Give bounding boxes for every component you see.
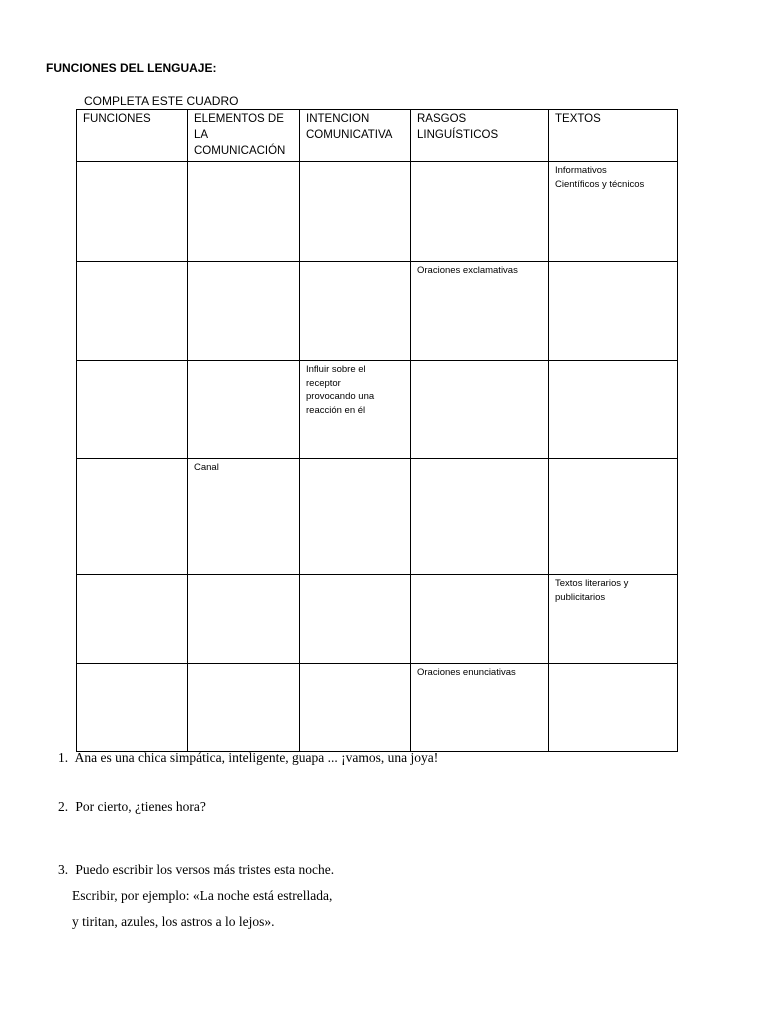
table-cell[interactable]	[77, 459, 188, 575]
table-cell[interactable]	[77, 262, 188, 361]
example-item	[58, 745, 438, 771]
table-cell[interactable]	[300, 262, 411, 361]
table-cell[interactable]	[188, 664, 300, 752]
header-intencion: INTENCION COMUNICATIVA	[300, 110, 411, 162]
table-cell[interactable]	[300, 162, 411, 262]
table-cell[interactable]	[77, 162, 188, 262]
table-cell[interactable]: Oraciones exclamativas	[411, 262, 549, 361]
table-cell[interactable]	[411, 162, 549, 262]
table-cell[interactable]	[411, 575, 549, 664]
table-row	[77, 664, 678, 752]
header-elementos: ELEMENTOS DE LA COMUNICACIÓN	[188, 110, 300, 162]
table-row	[77, 459, 678, 575]
table-cell[interactable]	[549, 262, 678, 361]
header-textos: TEXTOS	[549, 110, 678, 162]
table-row	[77, 361, 678, 459]
table-cell[interactable]	[188, 162, 300, 262]
table-cell[interactable]	[188, 262, 300, 361]
example-number: 2.	[58, 799, 69, 814]
example-text: Ana es una chica simpática, inteligente, guapa ... ¡vamos, una joya!	[74, 750, 439, 765]
table-cell[interactable]	[411, 459, 549, 575]
example-text: y tiritan, azules, los astros a lo lejos».	[72, 914, 275, 929]
example-number: 3.	[58, 862, 69, 877]
table-cell[interactable]	[77, 361, 188, 459]
table-row	[77, 162, 678, 262]
table-cell[interactable]	[300, 575, 411, 664]
example-number: 1.	[58, 750, 69, 765]
table-cell[interactable]: Influir sobre el receptor provocando una reacción en él	[300, 361, 411, 459]
table-cell[interactable]: Canal	[188, 459, 300, 575]
header-funciones: FUNCIONES	[77, 110, 188, 162]
table-cell[interactable]: Oraciones enunciativas	[411, 664, 549, 752]
table-cell[interactable]	[300, 459, 411, 575]
table-row	[77, 575, 678, 664]
table-cell[interactable]	[411, 361, 549, 459]
table-cell[interactable]	[77, 575, 188, 664]
header-rasgos: RASGOS LINGUÍSTICOS	[411, 110, 549, 162]
table-cell[interactable]	[188, 361, 300, 459]
table-cell[interactable]	[300, 664, 411, 752]
document-title: FUNCIONES DEL LENGUAJE:	[46, 61, 217, 75]
example-text: Por cierto, ¿tienes hora?	[75, 799, 206, 814]
table-cell[interactable]	[549, 459, 678, 575]
example-item	[58, 794, 206, 820]
example-text: Puedo escribir los versos más tristes esta noche.	[75, 862, 335, 877]
table-cell[interactable]	[77, 664, 188, 752]
table-instruction: COMPLETA ESTE CUADRO	[84, 94, 239, 108]
table-cell[interactable]: Informativos Científicos y técnicos	[549, 162, 678, 262]
table-cell[interactable]	[549, 361, 678, 459]
table-cell[interactable]	[549, 664, 678, 752]
table-cell[interactable]	[188, 575, 300, 664]
example-item	[58, 857, 334, 935]
table-cell[interactable]: Textos literarios y publicitarios	[549, 575, 678, 664]
example-text: Escribir, por ejemplo: «La noche está estrellada,	[72, 888, 333, 903]
table-header-row	[77, 110, 678, 162]
functions-table	[76, 109, 678, 752]
table-row	[77, 262, 678, 361]
